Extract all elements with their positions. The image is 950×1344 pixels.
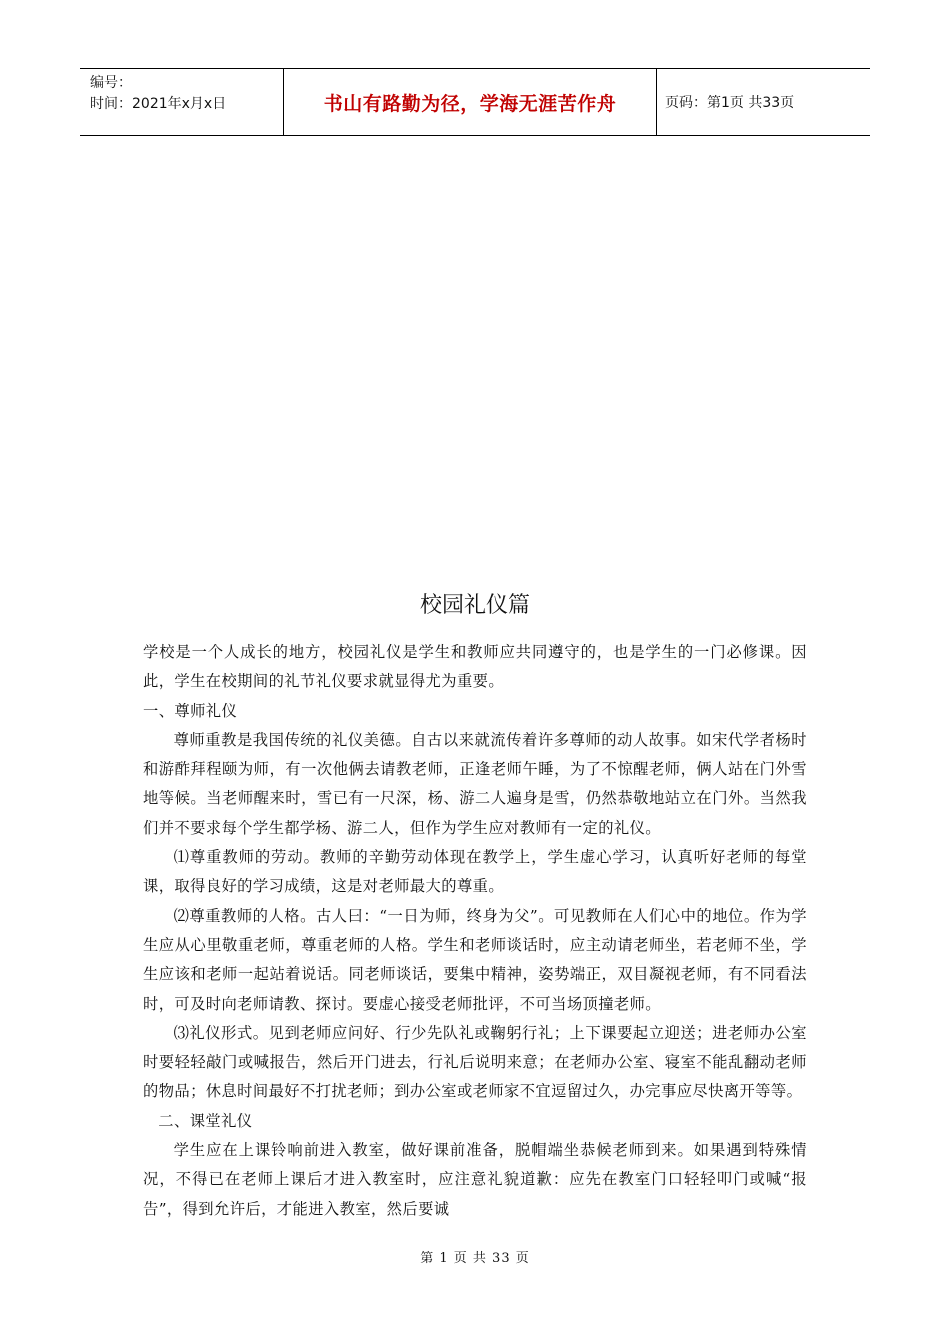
header-table	[80, 68, 870, 136]
document-time-label: 时间：2021年x月x日	[90, 96, 227, 112]
header-meta-cell	[80, 69, 283, 135]
paragraph-respect-teachers: 尊师重教是我国传统的礼仪美德。自古以来就流传着许多尊师的动人故事。如宋代学者杨时和游酢拜程颐为师，有一次他俩去请教老师，正逢老师午睡，为了不惊醒老师，俩人站在门外雪地等候。当老师醒来时，雪已有一尺深，杨、游二人遍身是雪，仍然恭敬地站立在门外。当然我们并不要求每个学生都学杨、游二人，但作为学生应对教师有一定的礼仪。	[143, 730, 807, 837]
section-heading-classroom: 二、课堂礼仪	[158, 1111, 253, 1130]
paragraph-classroom: 学生应在上课铃响前进入教室，做好课前准备，脱帽端坐恭候老师到来。如果遇到特殊情况，不得已在老师上课后才进入教室时，应注意礼貌道歉：应先在教室门口轻轻叩门或喊“报告”，得到允许后，才能进入教室，然后要诚	[143, 1141, 807, 1218]
header-page-info: 页码：第1页 共33页	[665, 95, 795, 111]
paragraph-etiquette-forms: ⑶礼仪形式。见到老师应问好、行少先队礼或鞠躬行礼；上下课要起立迎送；进老师办公室时要轻轻敲门或喊报告，然后开门进去，行礼后说明来意；在老师办公室、寝室不能乱翻动老师的物品；休息时间最好不打扰老师；到办公室或老师家不宜逗留过久，办完事应尽快离开等等。	[143, 1023, 807, 1101]
paragraph-respect-labor: ⑴尊重教师的劳动。教师的辛勤劳动体现在教学上，学生虚心学习，认真听好老师的每堂课，取得良好的学习成绩，这是对老师最大的尊重。	[143, 848, 807, 896]
paragraph-respect-dignity: ⑵尊重教师的人格。古人曰：“一日为师，终身为父”。可见教师在人们心中的地位。作为学生应从心里敬重老师，尊重老师的人格。学生和老师谈话时，应主动请老师坐，若老师不坐，学生应该和老师一起站着说话。同老师谈话，要集中精神，姿势端正，双目凝视老师，有不同看法时，可及时向老师请教、探讨。要虚心接受老师批评，不可当场顶撞老师。	[143, 906, 807, 1013]
section-heading-respect-teachers: 一、尊师礼仪	[143, 701, 238, 720]
document-body	[143, 638, 807, 1224]
header-motto: 书山有路勤为径，学海无涯苦作舟	[283, 69, 657, 135]
page-footer: 第 1 页 共 33 页	[420, 1251, 530, 1266]
paragraph-intro: 学校是一个人成长的地方，校园礼仪是学生和教师应共同遵守的，也是学生的一门必修课。因此，学生在校期间的礼节礼仪要求就显得尤为重要。	[143, 643, 807, 691]
document-number-label: 编号：	[90, 75, 132, 91]
document-title: 校园礼仪篇	[419, 593, 530, 618]
